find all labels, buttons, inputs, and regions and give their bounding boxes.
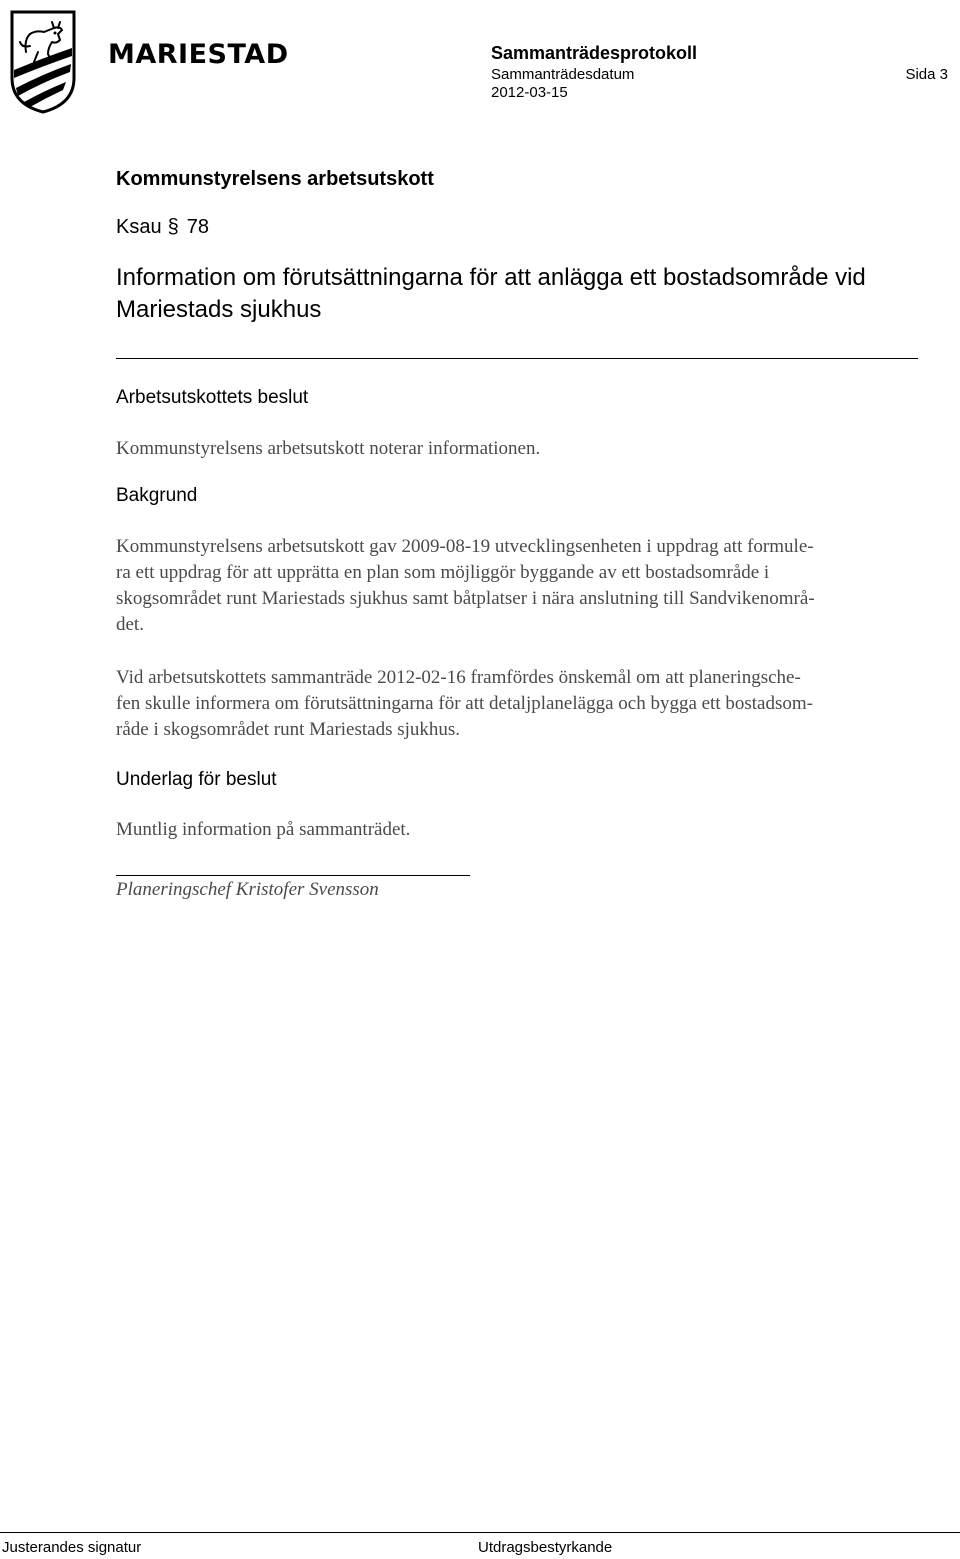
decision-heading: Arbetsutskottets beslut <box>116 387 309 408</box>
background-paragraph-2 <box>116 665 956 743</box>
presenter-name: Planeringschef Kristofer Svensson <box>116 879 379 900</box>
paragraph-prefix: Ksau <box>116 216 162 238</box>
logo-wordmark: MARIESTAD <box>108 39 289 70</box>
paragraph-line: Kommunstyrelsens arbetsutskott gav 2009-08-19 utvecklingsenheten i uppdrag att formule- <box>116 536 814 557</box>
paragraph-line: fen skulle informera om förutsättningarna för att detaljplanelägga och bygga ett bostadsom- <box>116 693 813 714</box>
presenter-divider <box>116 875 470 876</box>
mariestad-coat-of-arms-logo <box>8 8 78 116</box>
basis-heading: Underlag för beslut <box>116 769 277 790</box>
footer-divider <box>0 1532 960 1533</box>
paragraph-line: skogsområdet runt Mariestads sjukhus samt båtplatser i nära anslutning till Sandvikenområ- <box>116 588 815 609</box>
meeting-date-label: Sammanträdesdatum <box>491 66 635 83</box>
paragraph-line: råde i skogsområdet runt Mariestads sjukhus. <box>116 719 461 740</box>
meeting-date-value: 2012-03-15 <box>491 84 568 101</box>
adjuster-signature-label: Justerandes signatur <box>2 1539 142 1556</box>
paragraph-line: ra ett uppdrag för att upprätta en plan som möjliggör byggande av ett bostadsområde i <box>116 562 770 583</box>
page-number: Sida 3 <box>905 66 948 83</box>
document-type-title: Sammanträdesprotokoll <box>491 43 698 63</box>
paragraph-line: det. <box>116 614 144 635</box>
paragraph-line: Vid arbetsutskottets sammanträde 2012-02-16 framfördes önskemål om att planeringsche- <box>116 667 801 688</box>
decision-text: Kommunstyrelsens arbetsutskott noterar informationen. <box>116 438 541 459</box>
title-divider <box>116 358 918 359</box>
background-paragraph-1 <box>116 534 956 638</box>
paragraph-reference <box>116 214 209 240</box>
agenda-item-title: Information om förutsättningarna för att anlägga ett bostadsområde vid Mariestads sjukhus <box>116 264 866 323</box>
section-sign: § <box>167 216 179 238</box>
background-heading: Bakgrund <box>116 485 198 506</box>
paragraph-number: 78 <box>186 216 209 238</box>
basis-text: Muntlig information på sammanträdet. <box>116 819 411 840</box>
extract-certification-label: Utdragsbestyrkande <box>478 1539 613 1556</box>
committee-name: Kommunstyrelsens arbetsutskott <box>116 168 434 190</box>
